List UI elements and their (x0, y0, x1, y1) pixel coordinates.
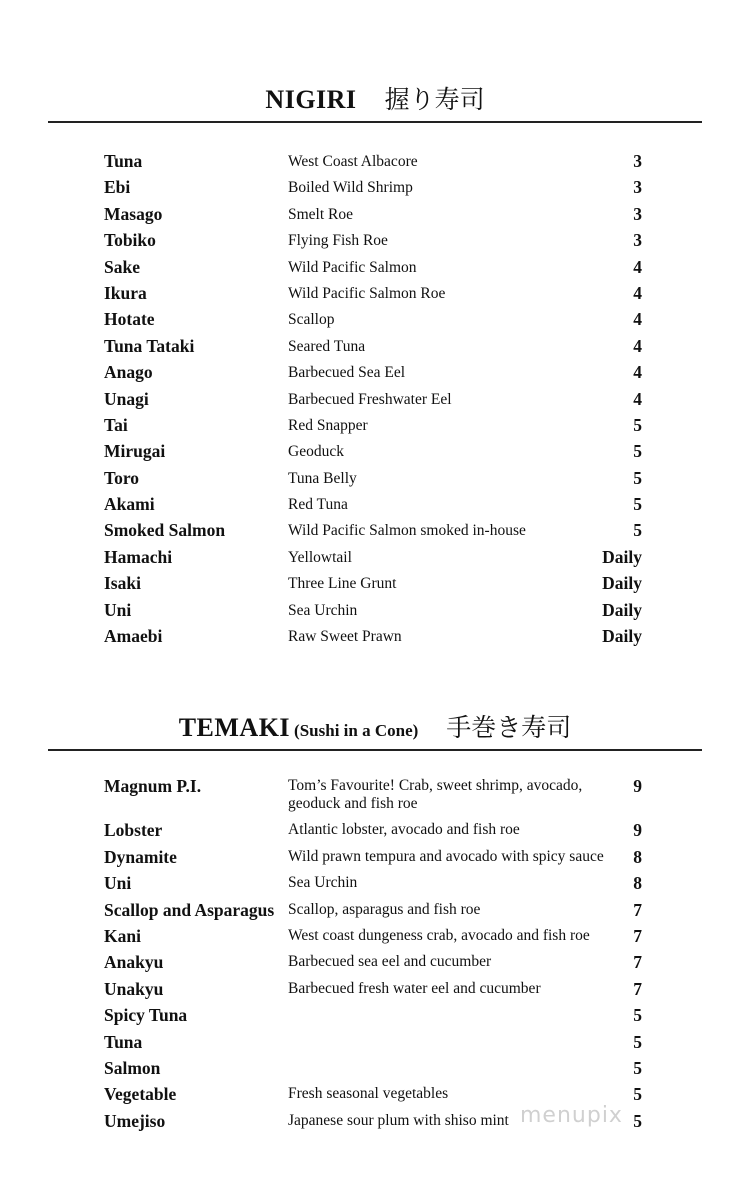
menu-item (0, 1058, 750, 1084)
item-name: Tuna Tataki (104, 335, 195, 356)
item-name: Mirugai (104, 441, 166, 462)
item-price: 5 (633, 520, 642, 541)
nigiri-list (0, 151, 750, 652)
menu-item (0, 309, 750, 335)
menu-item (0, 1032, 750, 1058)
item-description: Three Line Grunt (288, 575, 397, 593)
item-price: Daily (602, 626, 642, 647)
item-price: 5 (633, 494, 642, 515)
item-name: Tuna (104, 1031, 143, 1052)
item-name: Kani (104, 925, 141, 946)
item-price: 5 (633, 1005, 642, 1026)
item-name: Toro (104, 467, 140, 488)
item-description: Red Snapper (288, 416, 368, 434)
item-price: 4 (633, 309, 642, 330)
menu-item (0, 468, 750, 494)
menu-item (0, 626, 750, 652)
item-price: 8 (633, 873, 642, 894)
item-description: Barbecued sea eel and cucumber (288, 953, 492, 971)
item-price: 4 (633, 335, 642, 356)
item-name: Unagi (104, 388, 149, 409)
item-description: Seared Tuna (288, 337, 366, 355)
item-description: Scallop, asparagus and fish roe (288, 900, 481, 918)
item-description: Geoduck (288, 443, 344, 461)
item-description: Sea Urchin (288, 601, 358, 619)
item-price: 5 (633, 467, 642, 488)
item-description: Wild Pacific Salmon Roe (288, 284, 446, 302)
item-name: Akami (104, 494, 155, 515)
item-description: Boiled Wild Shrimp (288, 179, 413, 197)
item-description: West coast dungeness crab, avocado and fish roe (288, 926, 590, 944)
menu-item (0, 441, 750, 467)
item-description: Barbecued Sea Eel (288, 364, 406, 382)
item-price: 3 (633, 203, 642, 224)
item-price: 4 (633, 282, 642, 303)
menu-item (0, 494, 750, 520)
item-price: 4 (633, 256, 642, 277)
temaki-title-text: TEMAKI (178, 713, 291, 742)
item-name: Scallop and Asparagus (104, 899, 275, 920)
item-description: Scallop (288, 311, 335, 329)
item-name: Tai (104, 414, 128, 435)
item-name: Uni (104, 599, 132, 620)
item-price: 7 (633, 978, 642, 999)
item-name: Ebi (104, 177, 131, 198)
item-description: Red Tuna (288, 496, 348, 514)
temaki-title (0, 708, 750, 744)
item-name: Lobster (104, 820, 163, 841)
menu-item (0, 520, 750, 546)
menu-item (0, 573, 750, 599)
menu-item (0, 952, 750, 978)
item-price: 9 (633, 820, 642, 841)
item-description: Fresh seasonal vegetables (288, 1085, 449, 1103)
item-description: Raw Sweet Prawn (288, 628, 402, 646)
item-name: Hotate (104, 309, 155, 330)
item-name: Anakyu (104, 952, 164, 973)
item-name: Magnum P.I. (104, 776, 202, 796)
item-price: Daily (602, 573, 642, 594)
menu-item (0, 979, 750, 1005)
menu-item (0, 362, 750, 388)
item-name: Unakyu (104, 978, 164, 999)
item-name: Spicy Tuna (104, 1005, 188, 1026)
menu-item (0, 336, 750, 362)
item-price: 3 (633, 151, 642, 171)
item-price: 4 (633, 362, 642, 383)
nigiri-title-text: NIGIRI (265, 85, 357, 114)
item-name: Tobiko (104, 230, 156, 251)
item-price: 4 (633, 388, 642, 409)
nigiri-title-jp: 握り寿司 (384, 85, 485, 114)
temaki-divider (48, 749, 702, 751)
item-description: West Coast Albacore (288, 153, 418, 170)
item-price: Daily (602, 599, 642, 620)
watermark: menupix (520, 1103, 623, 1128)
item-price: 9 (633, 776, 642, 796)
menu-item (0, 820, 750, 846)
item-price: 7 (633, 925, 642, 946)
menu-item (0, 204, 750, 230)
menu-item (0, 547, 750, 573)
item-name: Tuna (104, 151, 143, 171)
menu-item (0, 415, 750, 441)
temaki-title-jp: 手巻き寿司 (446, 713, 572, 742)
item-description: Sea Urchin (288, 874, 358, 892)
item-name: Isaki (104, 573, 141, 594)
item-description: Tuna Belly (288, 469, 357, 487)
menu-item (0, 847, 750, 873)
menu-item (0, 873, 750, 899)
item-price: 3 (633, 230, 642, 251)
item-name: Uni (104, 873, 132, 894)
item-description: Tom’s Favourite! Crab, sweet shrimp, avocado, geoduck and fish roe (288, 777, 583, 812)
item-name: Ikura (104, 282, 147, 303)
item-price: 7 (633, 952, 642, 973)
menu-item (0, 600, 750, 626)
temaki-subtitle: (Sushi in a Cone) (294, 721, 419, 740)
menu-item (0, 230, 750, 256)
item-description: Flying Fish Roe (288, 232, 388, 250)
item-price: 5 (633, 441, 642, 462)
item-name: Smoked Salmon (104, 520, 226, 541)
menu-item (0, 1111, 750, 1137)
item-description: Wild Pacific Salmon (288, 258, 417, 276)
item-name: Dynamite (104, 846, 177, 867)
item-description: Japanese sour plum with shiso mint (288, 1111, 509, 1129)
item-price: 5 (633, 1084, 642, 1105)
item-name: Amaebi (104, 626, 163, 647)
nigiri-divider (48, 121, 702, 123)
item-price: 5 (633, 1031, 642, 1052)
item-description: Barbecued Freshwater Eel (288, 390, 452, 408)
item-price: 5 (633, 414, 642, 435)
item-description: Yellowtail (288, 548, 352, 566)
temaki-list (0, 776, 750, 1137)
menu-item (0, 177, 750, 203)
menu-item (0, 257, 750, 283)
item-price: 7 (633, 899, 642, 920)
item-name: Umejiso (104, 1110, 166, 1131)
item-name: Salmon (104, 1057, 161, 1078)
menu-item (0, 1084, 750, 1110)
nigiri-title (0, 80, 750, 116)
item-description: Barbecued fresh water eel and cucumber (288, 979, 541, 997)
menu-item (0, 900, 750, 926)
menu-item (0, 926, 750, 952)
item-price: 3 (633, 177, 642, 198)
item-price: 8 (633, 846, 642, 867)
item-name: Masago (104, 203, 163, 224)
item-price: 5 (633, 1110, 642, 1131)
item-name: Hamachi (104, 546, 173, 567)
item-name: Vegetable (104, 1084, 177, 1105)
menu-item (0, 389, 750, 415)
item-name: Anago (104, 362, 153, 383)
item-name: Sake (104, 256, 140, 277)
item-description: Atlantic lobster, avocado and fish roe (288, 821, 520, 839)
item-description: Wild prawn tempura and avocado with spicy sauce (288, 847, 604, 865)
menu-item (0, 776, 750, 820)
item-description: Smelt Roe (288, 205, 354, 223)
item-price: Daily (602, 546, 642, 567)
menu-item (0, 151, 750, 177)
menu-item (0, 1005, 750, 1031)
item-description: Wild Pacific Salmon smoked in-house (288, 522, 526, 540)
menu-item (0, 283, 750, 309)
item-price: 5 (633, 1057, 642, 1078)
